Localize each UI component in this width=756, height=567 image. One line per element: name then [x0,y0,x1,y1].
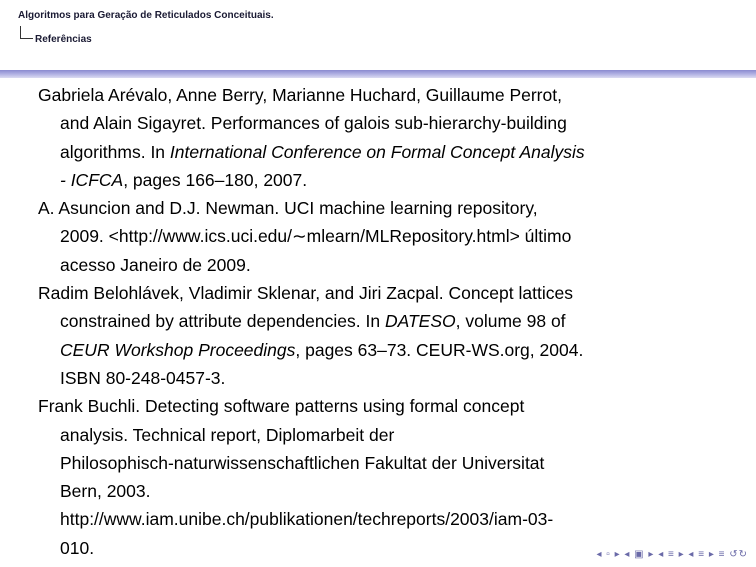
reference-venue: International Conference on Formal Concept Analysis [169,141,585,162]
reference-list [38,81,710,562]
reference-item [38,279,710,392]
tree-connector-icon [20,26,33,39]
reference-line: Radim Belohlávek, Vladimir Sklenar, and Jiri Zacpal. Concept lattices [38,283,573,304]
reference-line: 2009. <http://www.ics.uci.edu/∼mlearn/MLRepository.html> último [60,226,572,247]
reference-venue: - ICFCA [60,169,124,190]
reference-venue: CEUR Workshop Proceedings [60,339,296,360]
reference-line: Philosophisch-naturwissenschaftlichen Fakultat der Universitat [60,452,545,473]
header-bar [0,70,756,78]
navigation-symbols-icon[interactable]: ◂ ▫ ▸ ◂ ▣ ▸ ◂ ≡ ▸ ◂ ≡ ▸ ≡ ↺↻ [596,549,748,560]
reference-line: http://www.iam.unibe.ch/publikationen/techreports/2003/iam-03- [60,509,554,530]
reference-line: A. Asuncion and D.J. Newman. UCI machine learning repository, [38,198,538,219]
reference-item [38,81,710,194]
reference-line: 010. [60,537,95,558]
reference-line: Frank Buchli. Detecting software patterns using formal concept [38,396,525,417]
reference-line: Gabriela Arévalo, Anne Berry, Marianne Huchard, Guillaume Perrot, [38,85,562,105]
reference-venue: DATESO [384,311,456,332]
presentation-title[interactable]: Algoritmos para Geração de Reticulados Conceituais. [18,10,274,21]
reference-line: - ICFCA, pages 166–180, 2007. [60,169,308,190]
reference-item [38,194,710,279]
slide-header [0,0,756,72]
reference-item [38,392,710,562]
reference-line: Bern, 2003. [60,481,151,502]
reference-line: constrained by attribute dependencies. In DATESO, volume 98 of [60,311,566,332]
section-title[interactable]: Referências [35,34,92,45]
reference-line: algorithms. In International Conference on Formal Concept Analysis [60,141,585,162]
reference-line: acesso Janeiro de 2009. [60,254,251,275]
reference-line: ISBN 80-248-0457-3. [60,367,226,388]
reference-line: CEUR Workshop Proceedings, pages 63–73. CEUR-WS.org, 2004. [60,339,584,360]
reference-line: and Alain Sigayret. Performances of galois sub-hierarchy-building [60,113,567,134]
reference-line: analysis. Technical report, Diplomarbeit der [60,424,395,445]
beamer-navigation[interactable] [592,549,748,560]
